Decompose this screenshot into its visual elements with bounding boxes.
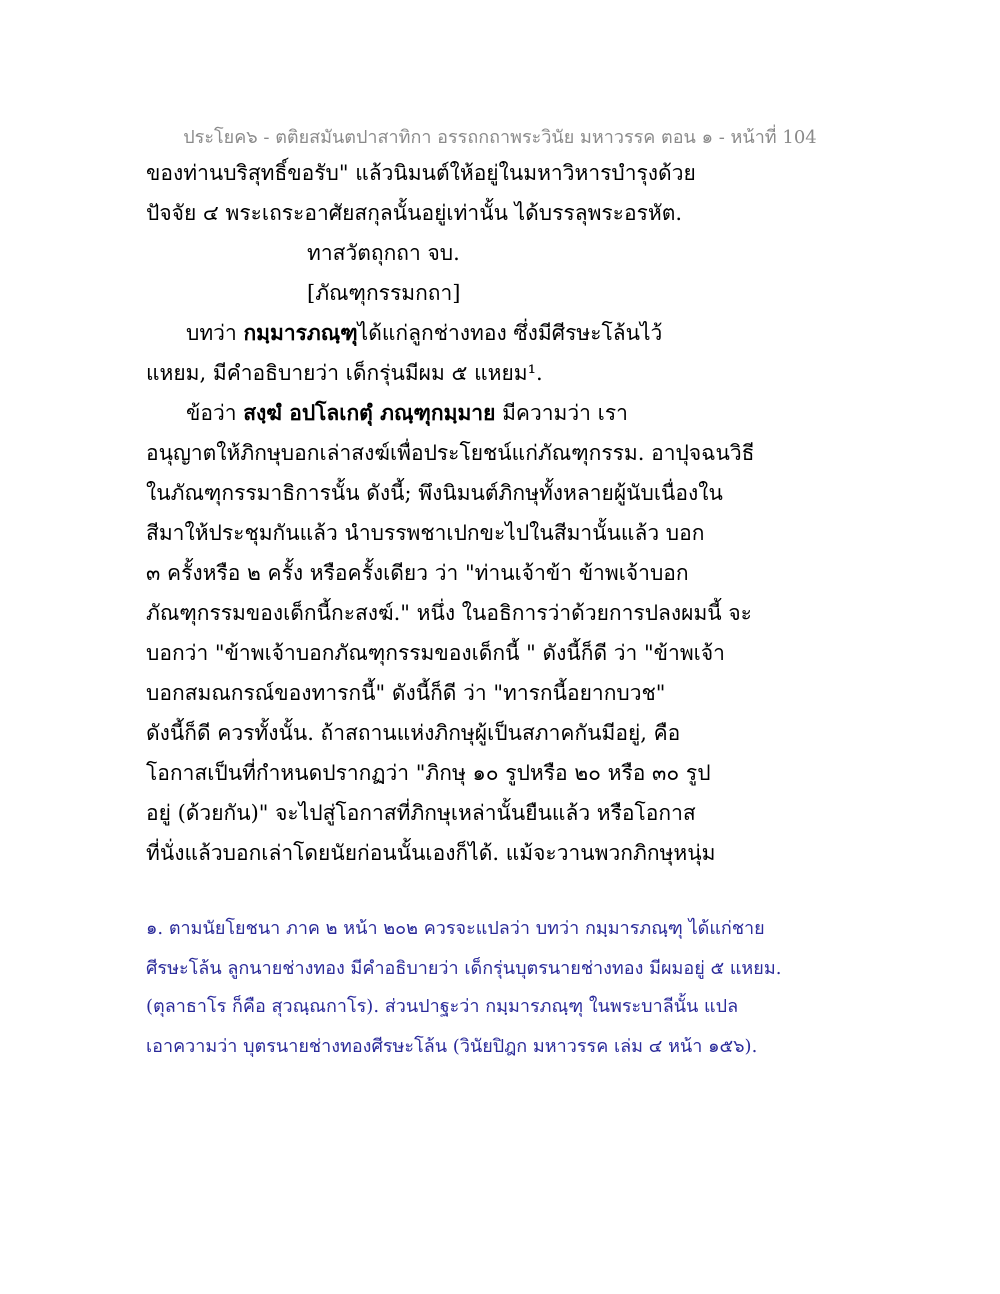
body-text: ข้อว่า — [186, 401, 244, 425]
body-line-18: ที่นั่งแล้วบอกเล่าโดยนัยก่อนนั้นเองก็ได้. แม้จะวานพวกภิกษุหนุ่ม — [146, 841, 716, 865]
body-line-1: ของท่านบริสุทธิ์ขอรับ" แล้วนิมนต์ให้อยู่ในมหาวิหารบำรุงด้วย — [146, 161, 696, 185]
body-line-5 — [186, 318, 662, 348]
body-line-13: บอกว่า "ข้าพเจ้าบอกภัณฑุกรรมของเด็กนี้ " ดังนี้ก็ดี ว่า "ข้าพเจ้า — [146, 641, 725, 665]
section-end-title: ทาสวัตถุกถา จบ. — [307, 241, 460, 265]
pali-term: สงฺฆํ อปโลเกตุํ ภณฺฑุกมฺมาย — [243, 400, 496, 425]
body-line-16: โอกาสเป็นที่กำหนดปรากฏว่า "ภิกษุ ๑๐ รูปหรือ ๒๐ หรือ ๓๐ รูป — [146, 761, 711, 785]
footnote-line-4: เอาความว่า บุตรนายช่างทองศีรษะโล้น (วินัยปิฎก มหาวรรค เล่ม ๔ หน้า ๑๕๖). — [146, 1036, 758, 1057]
pali-term: กมฺมารภณฺฑุ — [243, 320, 358, 345]
body-text: มีความว่า เรา — [495, 401, 628, 425]
footnote-line-3: (ตุลาธาโร ก็คือ สุวณฺณกาโร). ส่วนปาฐะว่า กมฺมารภณฺฑุ ในพระบาลีนั้น แปล — [146, 996, 739, 1017]
body-text: ได้แก่ลูกช่างทอง ซึ่งมีศีรษะโล้นไว้ — [357, 321, 663, 345]
body-line-11: ๓ ครั้งหรือ ๒ ครั้ง หรือครั้งเดียว ว่า "ท่านเจ้าข้า ข้าพเจ้าบอก — [146, 561, 689, 585]
body-line-10: สีมาให้ประชุมกันแล้ว นำบรรพชาเปกขะไปในสีมานั้นแล้ว บอก — [146, 521, 705, 545]
footnote-line-1: ๑. ตามนัยโยชนา ภาค ๒ หน้า ๒๐๒ ควรจะแปลว่า บทว่า กมฺมารภณฺฑุ ได้แก่ชาย — [146, 918, 765, 939]
body-line-9: ในภัณฑุกรรมาธิการนั้น ดังนี้; พึงนิมนต์ภิกษุทั้งหลายผู้นับเนื่องใน — [146, 481, 723, 505]
body-line-7 — [186, 398, 628, 428]
body-line-6: แหยม, มีคำอธิบายว่า เด็กรุ่นมีผม ๕ แหยม¹. — [146, 361, 543, 385]
body-line-2: ปัจจัย ๔ พระเถระอาศัยสกุลนั้นอยู่เท่านั้น ได้บรรลุพระอรหัต. — [146, 201, 683, 225]
body-line-8: อนุญาตให้ภิกษุบอกเล่าสงฆ์เพื่อประโยชน์แก่ภัณฑุกรรม. อาปุจฉนวิธี — [146, 441, 755, 465]
body-line-17: อยู่ (ด้วยกัน)" จะไปสู่โอกาสที่ภิกษุเหล่านั้นยืนแล้ว หรือโอกาส — [146, 801, 696, 825]
header-text: ประโยค๖ - ตติยสมันตปาสาทิกา อรรถกถาพระวินัย มหาวรรค ตอน ๑ - หน้าที่ 104 — [183, 127, 817, 148]
page-header — [0, 122, 1000, 151]
body-text: บทว่า — [186, 321, 244, 345]
body-line-14: บอกสมณกรณ์ของทารกนี้" ดังนี้ก็ดี ว่า "ทารกนี้อยากบวช" — [146, 681, 666, 705]
body-line-12: ภัณฑุกรรมของเด็กนี้กะสงฆ์." หนึ่ง ในอธิการว่าด้วยการปลงผมนี้ จะ — [146, 601, 752, 625]
section-heading: [ภัณฑุกรรมกถา] — [307, 281, 461, 305]
footnote-line-2: ศีรษะโล้น ลูกนายช่างทอง มีคำอธิบายว่า เด็กรุ่นบุตรนายช่างทอง มีผมอยู่ ๕ แหยม. — [146, 958, 782, 979]
body-line-15: ดังนี้ก็ดี ควรทั้งนั้น. ถ้าสถานแห่งภิกษุผู้เป็นสภาคกันมีอยู่, คือ — [146, 721, 681, 745]
